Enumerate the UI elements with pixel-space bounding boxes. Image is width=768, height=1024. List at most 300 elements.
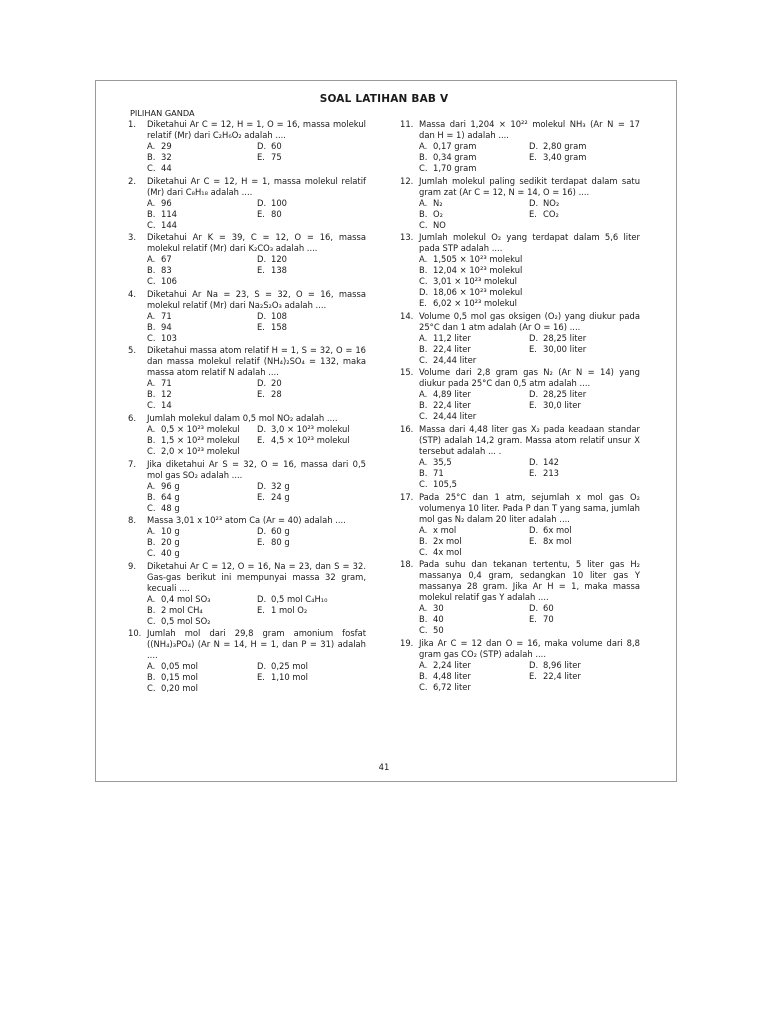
question-number: 8. (128, 515, 136, 526)
option-text: 114 (161, 208, 177, 219)
question-stem (400, 492, 640, 525)
question-stem (128, 176, 366, 198)
answer-option (257, 389, 367, 400)
option-letter: C. (147, 502, 156, 513)
option-text: 138 (271, 265, 287, 276)
option-text: x mol (433, 524, 457, 535)
question-item (128, 515, 366, 559)
question-item (400, 176, 640, 231)
option-list (419, 333, 640, 366)
option-text: 22,4 liter (433, 400, 471, 411)
answer-option (147, 311, 257, 322)
answer-option (147, 265, 257, 276)
question-item (128, 345, 366, 411)
option-text: 60 (271, 141, 282, 151)
option-letter: E. (419, 298, 427, 309)
answer-option (419, 355, 529, 366)
option-letter: A. (419, 524, 428, 535)
question-number: 16. (400, 423, 414, 434)
option-text: N₂ (433, 197, 443, 208)
option-list (147, 141, 366, 174)
option-text: 108 (271, 310, 287, 321)
question-number: 11. (400, 119, 414, 129)
option-text: 103 (161, 332, 177, 343)
option-text: 2,80 gram (543, 141, 587, 151)
option-text: 24,44 liter (433, 354, 477, 365)
option-letter: B. (419, 265, 428, 276)
option-text: NO (433, 219, 446, 230)
option-text: 83 (161, 265, 172, 276)
question-text: Massa 3,01 x 10²³ atom Ca (Ar = 40) adalah .... (147, 515, 346, 526)
answer-option (147, 209, 257, 220)
question-text: Jumlah mol dari 29,8 gram amonium fosfat ((NH₄)₃PO₄) (Ar N = 14, H = 1, dan P = 31) adalah .... (147, 628, 366, 661)
question-item (128, 119, 366, 174)
option-text: 4,48 liter (433, 670, 471, 681)
option-letter: D. (419, 287, 429, 298)
option-text: 6,72 liter (433, 681, 471, 692)
answer-option (147, 378, 257, 389)
option-letter: C. (419, 219, 428, 230)
question-stem (400, 367, 640, 389)
option-text: 0,05 mol (161, 661, 198, 672)
question-text: Massa dari 1,204 × 10²² molekul NH₃ (Ar N = 17 dan H = 1) adalah .... (419, 119, 640, 140)
option-letter: D. (529, 524, 539, 535)
question-number: 10. (128, 628, 142, 639)
option-list (147, 481, 366, 514)
option-letter: A. (147, 197, 156, 208)
answer-option (257, 209, 367, 220)
answer-option (257, 198, 367, 209)
option-letter: C. (419, 411, 428, 422)
option-letter: B. (147, 491, 156, 502)
answer-option (147, 446, 257, 457)
option-letter: D. (257, 593, 267, 604)
option-letter: D. (529, 197, 539, 208)
option-text: 80 (271, 208, 282, 219)
option-list (147, 424, 366, 457)
answer-option (257, 141, 367, 152)
option-text: 100 (271, 197, 287, 208)
question-stem (128, 345, 366, 378)
answer-option (419, 411, 529, 422)
option-letter: B. (147, 389, 156, 400)
question-item (128, 176, 366, 231)
option-letter: C. (419, 163, 428, 173)
option-letter: A. (147, 254, 156, 265)
answer-option (147, 435, 257, 446)
question-number: 19. (400, 637, 414, 648)
answer-option (257, 152, 367, 163)
option-letter: A. (419, 197, 428, 208)
question-item (128, 561, 366, 627)
question-number: 3. (128, 232, 136, 243)
answer-option (147, 481, 257, 492)
answer-option (529, 525, 639, 536)
option-letter: E. (257, 265, 265, 276)
option-list (147, 661, 366, 694)
option-list (147, 378, 366, 411)
option-text: 40 g (161, 548, 180, 559)
option-letter: E. (529, 614, 537, 625)
question-stem (128, 289, 366, 311)
answer-option (529, 209, 639, 220)
option-text: 6,02 × 10²³ molekul (433, 298, 518, 309)
answer-option (529, 468, 639, 479)
option-text: 10 g (161, 526, 180, 537)
option-letter: C. (147, 219, 156, 230)
answer-option (147, 537, 257, 548)
option-text: 3,01 × 10²³ molekul (433, 276, 518, 287)
answer-option (419, 254, 639, 265)
option-text: 0,17 gram (433, 141, 477, 151)
right-column (400, 119, 640, 694)
answer-option (147, 198, 257, 209)
option-text: 4x mol (433, 546, 462, 557)
answer-option (419, 220, 529, 231)
question-stem (128, 413, 366, 424)
answer-option (419, 152, 529, 163)
question-text: Volume dari 2,8 gram gas N₂ (Ar N = 14) yang diukur pada 25°C dan 0,5 atm adalah .... (419, 367, 640, 389)
answer-option (257, 605, 367, 616)
option-list (147, 254, 366, 287)
page-number: 41 (378, 762, 390, 772)
answer-option (257, 378, 367, 389)
answer-option (257, 526, 367, 537)
option-list (147, 594, 366, 627)
option-letter: D. (529, 389, 539, 400)
answer-option (419, 625, 529, 636)
answer-option (419, 603, 529, 614)
option-list (147, 526, 366, 559)
answer-option (529, 660, 639, 671)
option-text: 71 (161, 378, 172, 389)
option-letter: E. (257, 208, 265, 219)
answer-option (419, 671, 529, 682)
option-text: 120 (271, 254, 287, 265)
option-list (419, 141, 640, 174)
answer-option (257, 254, 367, 265)
question-item (128, 413, 366, 457)
option-text: 30 (433, 603, 444, 614)
option-letter: A. (419, 254, 428, 265)
question-stem (400, 559, 640, 603)
answer-option (419, 400, 529, 411)
question-text: Jika Ar C = 12 dan O = 16, maka volume dari 8,8 gram gas CO₂ (STP) adalah .... (419, 637, 640, 659)
answer-option (419, 389, 529, 400)
option-text: 71 (161, 310, 172, 321)
option-letter: E. (257, 604, 265, 615)
answer-option (419, 525, 529, 536)
option-text: 80 g (271, 537, 290, 548)
option-text: 70 (543, 614, 554, 625)
answer-option (529, 614, 639, 625)
question-text: Volume 0,5 mol gas oksigen (O₂) yang diukur pada 25°C dan 1 atm adalah (Ar O = 16) .... (419, 310, 640, 332)
section-heading: PILIHAN GANDA (130, 108, 195, 118)
question-stem (128, 515, 366, 526)
option-letter: C. (419, 276, 428, 287)
answer-option (419, 479, 529, 490)
option-text: 1,505 × 10²³ molekul (433, 254, 523, 265)
answer-option (419, 265, 639, 276)
option-text: 32 (161, 152, 172, 162)
option-text: 8x mol (543, 535, 572, 546)
option-letter: D. (257, 661, 267, 672)
option-letter: C. (147, 683, 156, 694)
answer-option (419, 660, 529, 671)
question-text: Diketahui Ar Na = 23, S = 32, O = 16, massa molekul relatif (Mr) dari Na₂S₂O₃ adalah .... (147, 288, 366, 310)
option-letter: E. (529, 670, 537, 681)
question-text: Jumlah molekul O₂ yang terdapat dalam 5,6 liter pada STP adalah .... (419, 232, 640, 254)
answer-option (419, 547, 529, 558)
option-letter: B. (147, 321, 156, 332)
option-letter: A. (419, 456, 428, 467)
option-text: 4,89 liter (433, 389, 471, 400)
answer-option (257, 537, 367, 548)
answer-option (147, 322, 257, 333)
question-text: Diketahui Ar C = 12, H = 1, massa molekul relatif (Mr) dari C₈H₁₈ adalah .... (147, 175, 366, 197)
option-text: 1 mol O₂ (271, 604, 308, 615)
answer-option (419, 141, 529, 152)
option-letter: E. (257, 434, 265, 445)
option-text: 71 (433, 467, 444, 478)
answer-option (419, 298, 639, 309)
answer-option (257, 322, 367, 333)
answer-option (529, 152, 639, 163)
question-number: 7. (128, 458, 136, 469)
option-text: 105,5 (433, 478, 457, 489)
option-text: 144 (161, 219, 177, 230)
question-text: Diketahui Ar K = 39, C = 12, O = 16, massa molekul relatif (Mr) dari K₂CO₃ adalah .... (147, 232, 366, 254)
answer-option (147, 163, 257, 174)
question-number: 17. (400, 491, 414, 502)
question-item (400, 492, 640, 558)
option-text: 6x mol (543, 524, 572, 535)
option-letter: C. (147, 163, 156, 173)
option-letter: E. (529, 208, 537, 219)
option-letter: D. (529, 603, 539, 614)
answer-option (147, 276, 257, 287)
option-letter: A. (419, 603, 428, 614)
answer-option (257, 481, 367, 492)
answer-option (529, 389, 639, 400)
answer-option (529, 457, 639, 468)
option-letter: A. (147, 593, 156, 604)
option-letter: D. (257, 526, 267, 537)
option-letter: D. (529, 332, 539, 343)
answer-option (257, 311, 367, 322)
question-stem (400, 311, 640, 333)
option-letter: E. (257, 672, 265, 683)
option-text: 35,5 (433, 456, 452, 467)
left-column (128, 119, 366, 696)
option-text: 0,5 mol C₄H₁₀ (271, 593, 328, 604)
option-text: 24,44 liter (433, 411, 477, 422)
option-text: 40 (433, 614, 444, 625)
answer-option (257, 424, 367, 435)
question-item (400, 424, 640, 490)
option-text: 12 (161, 389, 172, 400)
option-letter: B. (419, 400, 428, 411)
option-letter: C. (419, 625, 428, 636)
question-stem (400, 119, 640, 141)
option-letter: C. (147, 332, 156, 343)
option-text: 94 (161, 321, 172, 332)
option-letter: E. (529, 467, 537, 478)
option-text: 22,4 liter (543, 670, 581, 681)
question-text: Massa dari 4,48 liter gas X₂ pada keadaan standar (STP) adalah 14,2 gram. Massa atom relatif unsur X tersebut adalah ... . (419, 423, 640, 456)
question-stem (128, 232, 366, 254)
option-text: 75 (271, 152, 282, 162)
answer-option (419, 163, 529, 174)
question-number: 5. (128, 345, 136, 356)
option-list (419, 603, 640, 636)
option-text: 2,0 × 10²³ molekul (161, 445, 240, 456)
answer-option (147, 141, 257, 152)
option-letter: A. (147, 141, 156, 151)
option-letter: B. (419, 670, 428, 681)
answer-option (147, 254, 257, 265)
option-letter: B. (419, 208, 428, 219)
answer-option (257, 265, 367, 276)
option-letter: C. (419, 354, 428, 365)
question-text: Diketahui Ar C = 12, H = 1, O = 16, massa molekul relatif (Mr) dari C₂H₆O₂ adalah .... (147, 119, 366, 140)
answer-option (419, 457, 529, 468)
answer-option (529, 198, 639, 209)
question-text: Jumlah molekul dalam 0,5 mol NO₂ adalah .... (147, 412, 338, 423)
question-text: Diketahui massa atom relatif H = 1, S = 32, O = 16 dan massa molekul relatif (NH₄)₂SO₄ = 132, maka massa atom relatif N adalah .... (147, 345, 366, 378)
answer-option (419, 536, 529, 547)
question-number: 6. (128, 412, 136, 423)
answer-option (257, 435, 367, 446)
answer-option (419, 682, 529, 693)
answer-option (529, 344, 639, 355)
question-item (400, 232, 640, 309)
option-letter: C. (147, 445, 156, 456)
answer-option (529, 603, 639, 614)
option-text: 67 (161, 254, 172, 265)
option-letter: D. (257, 423, 267, 434)
option-letter: D. (257, 480, 267, 491)
option-letter: C. (147, 548, 156, 559)
option-text: 22,4 liter (433, 343, 471, 354)
option-letter: A. (419, 332, 428, 343)
option-text: 0,34 gram (433, 152, 477, 162)
answer-option (147, 661, 257, 672)
option-letter: A. (147, 378, 156, 389)
option-letter: E. (529, 400, 537, 411)
option-text: 1,10 mol (271, 672, 308, 683)
option-letter: A. (147, 661, 156, 672)
option-list (419, 525, 640, 558)
question-item (400, 638, 640, 693)
option-letter: C. (419, 546, 428, 557)
question-item (400, 311, 640, 366)
option-text: 0,4 mol SO₃ (161, 593, 211, 604)
option-list (419, 457, 640, 490)
question-number: 9. (128, 560, 136, 571)
option-letter: A. (147, 423, 156, 434)
option-text: O₂ (433, 208, 443, 219)
answer-option (147, 389, 257, 400)
question-item (400, 119, 640, 174)
option-letter: C. (419, 478, 428, 489)
answer-option (147, 400, 257, 411)
option-text: 20 g (161, 537, 180, 548)
option-text: 50 (433, 625, 444, 636)
option-text: 29 (161, 141, 172, 151)
answer-option (529, 141, 639, 152)
option-text: 142 (543, 456, 559, 467)
option-text: CO₂ (543, 208, 559, 219)
option-letter: D. (257, 378, 267, 389)
question-stem (400, 176, 640, 198)
option-text: 213 (543, 467, 559, 478)
question-stem (128, 628, 366, 661)
option-text: 2 mol CH₄ (161, 604, 203, 615)
option-letter: E. (257, 321, 265, 332)
option-letter: D. (529, 456, 539, 467)
option-text: 0,5 mol SO₂ (161, 615, 211, 626)
question-number: 14. (400, 310, 414, 321)
answer-option (529, 333, 639, 344)
option-letter: D. (257, 141, 267, 151)
option-list (419, 198, 640, 231)
answer-option (257, 672, 367, 683)
option-letter: B. (147, 265, 156, 276)
option-list (419, 389, 640, 422)
option-letter: D. (529, 141, 539, 151)
option-letter: B. (147, 537, 156, 548)
option-list (147, 311, 366, 344)
option-text: 1,5 × 10²³ molekul (161, 434, 240, 445)
option-text: 24 g (271, 491, 290, 502)
question-stem (128, 459, 366, 481)
option-letter: A. (147, 526, 156, 537)
question-number: 12. (400, 175, 414, 186)
answer-option (419, 276, 639, 287)
option-letter: E. (257, 491, 265, 502)
option-text: 44 (161, 163, 172, 173)
answer-option (147, 333, 257, 344)
option-text: 48 g (161, 502, 180, 513)
option-text: 28,25 liter (543, 389, 587, 400)
question-number: 13. (400, 232, 414, 243)
option-letter: A. (419, 389, 428, 400)
question-text: Jumlah molekul paling sedikit terdapat dalam satu gram zat (Ar C = 12, N = 14, O = 16) .... (419, 175, 640, 197)
answer-option (257, 661, 367, 672)
answer-option (147, 220, 257, 231)
option-letter: D. (257, 254, 267, 265)
option-list (147, 198, 366, 231)
option-text: 12,04 × 10²³ molekul (433, 265, 523, 276)
option-letter: B. (147, 208, 156, 219)
question-text: Pada suhu dan tekanan tertentu, 5 liter gas H₂ massanya 0,4 gram, sedangkan 10 liter gas Y massanya 28 gram. Jika Ar H = 1, maka massa molekul relatif gas Y adalah .... (419, 559, 640, 603)
option-text: NO₂ (543, 197, 560, 208)
answer-option (147, 683, 257, 694)
option-letter: D. (257, 310, 267, 321)
option-text: 32 g (271, 480, 290, 491)
option-text: 30,00 liter (543, 343, 587, 354)
option-text: 96 g (161, 480, 180, 491)
option-letter: B. (147, 672, 156, 683)
option-text: 0,25 mol (271, 661, 308, 672)
option-text: 11,2 liter (433, 332, 471, 343)
option-letter: E. (529, 535, 537, 546)
question-item (400, 559, 640, 636)
question-stem (400, 232, 640, 254)
option-letter: D. (257, 197, 267, 208)
answer-option (147, 605, 257, 616)
